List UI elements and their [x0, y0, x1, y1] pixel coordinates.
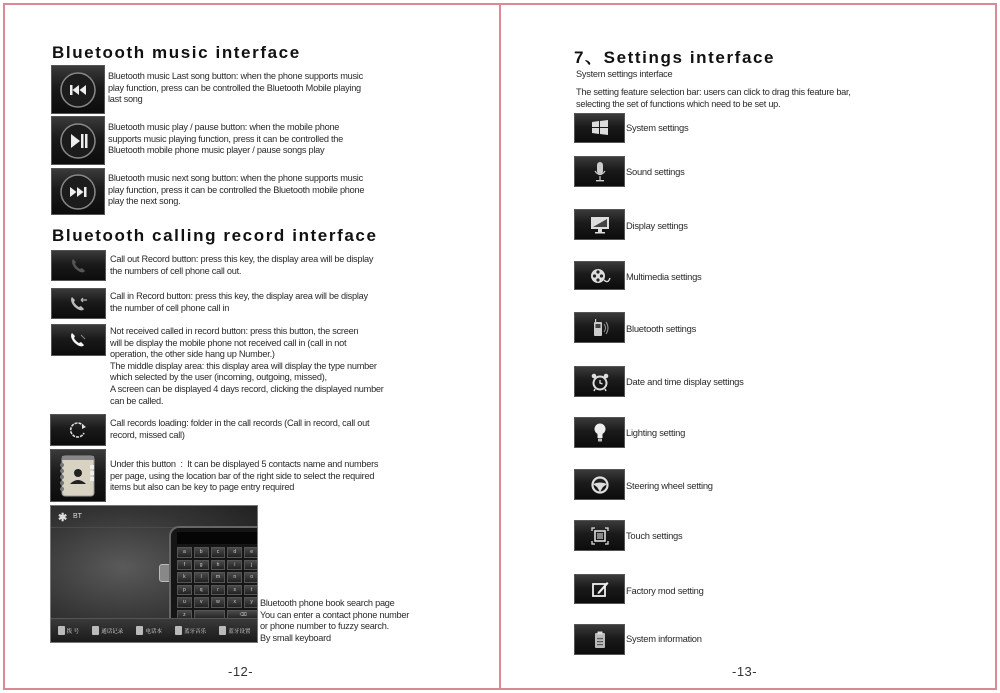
- touch-frame-icon: [574, 520, 625, 551]
- edit-icon: [574, 574, 625, 604]
- windows-icon: [574, 113, 625, 143]
- call-out-icon: [51, 250, 106, 281]
- key: n: [227, 572, 242, 583]
- key: w: [211, 597, 226, 608]
- phonebook-icon: [136, 626, 143, 635]
- key: p: [177, 585, 192, 596]
- previous-track-icon: [51, 65, 105, 114]
- phone-icon: [58, 626, 65, 635]
- bluetooth-phone-icon: [574, 312, 625, 343]
- keyboard-panel: [169, 526, 258, 622]
- missed-call-icon: [51, 324, 106, 356]
- call-desc-loading: Call records loading: folder in the call records (Call in record, call out record, missed call): [110, 418, 370, 440]
- music-section-title: Bluetooth music interface: [52, 43, 301, 62]
- setting-bluetooth: Bluetooth settings: [626, 323, 697, 334]
- key: r: [211, 585, 226, 596]
- bt-screen-label: BT: [73, 513, 82, 520]
- keyboard-grid: [177, 547, 258, 620]
- key: x: [227, 597, 242, 608]
- call-desc-in: Call in Record button: press this key, the display area will be display the number of cell phone call in: [110, 291, 368, 313]
- key: c: [211, 547, 226, 558]
- key: q: [194, 585, 209, 596]
- call-desc-contacts: Under this button : It can be displayed 5 contacts name and numbers per page, using the location bar of the right side to select the required items but also can be key to page entry required: [110, 459, 379, 493]
- nav-dial: 拨 号: [58, 626, 80, 635]
- settings-section-title: 7、Settings interface: [574, 48, 776, 67]
- key: h: [211, 560, 226, 571]
- phonebook-caption: Bluetooth phone book search page You can enter a contact phone number or phone number to fuzzy search. By small keyboard: [260, 598, 410, 643]
- key: y: [244, 597, 258, 608]
- music-note-icon: [175, 626, 182, 635]
- alarm-clock-icon: [574, 366, 625, 397]
- contacts-book-icon: [50, 449, 106, 502]
- call-log-icon: [92, 626, 99, 635]
- call-desc-missed: Not received called in record button: press this button, the screen will be display the mobile phone not received call in (call in not operation, the other side hang up Number.) The middle display area: this display area will display the type number which selected by the user (incoming, outgoing, missed), A screen can be displayed 4 days record, clicking the displayed number can be called.: [110, 326, 384, 406]
- page-number-right: -13-: [732, 664, 758, 679]
- setting-lighting: Lighting setting: [626, 427, 686, 438]
- next-track-icon: [51, 168, 105, 215]
- play-pause-icon: [51, 116, 105, 165]
- gear-icon: [219, 626, 226, 635]
- calling-section-title: Bluetooth calling record interface: [52, 226, 378, 245]
- setting-steering-wheel: Steering wheel setting: [626, 480, 713, 491]
- key: v: [194, 597, 209, 608]
- microphone-icon: [574, 156, 625, 187]
- setting-touch: Touch settings: [626, 530, 683, 541]
- setting-system: System settings: [626, 122, 689, 133]
- nav-call-records: 通话记录: [92, 626, 123, 635]
- call-desc-out: Call out Record button: press this key, the display area will be display the numbers of cell phone call out.: [110, 254, 374, 276]
- music-desc-previous: Bluetooth music Last song button: when the phone supports music play function, press can be controlled the Bluetooth Mobile playing last song: [108, 71, 363, 105]
- setting-system-info: System information: [626, 633, 702, 644]
- key: z: [177, 610, 192, 621]
- nav-bt-music: 蓝牙音乐: [175, 626, 206, 635]
- key: a: [177, 547, 192, 558]
- key: d: [227, 547, 242, 558]
- key: j: [244, 560, 258, 571]
- key: k: [177, 572, 192, 583]
- setting-display: Display settings: [626, 220, 688, 231]
- bluetooth-icon: ✱: [58, 512, 68, 524]
- keyboard-input-display: [177, 532, 257, 544]
- key: e: [244, 547, 258, 558]
- bluetooth-phonebook-screenshot: [50, 505, 258, 643]
- key: t: [244, 585, 258, 596]
- backspace-key: ⌫: [227, 610, 258, 621]
- refresh-icon: [50, 414, 106, 446]
- nav-bt-settings: 蓝牙设置: [219, 626, 250, 635]
- settings-subtitle: System settings interface: [576, 69, 673, 79]
- clipboard-icon: [574, 624, 625, 655]
- key: g: [194, 560, 209, 571]
- page-13: [500, 0, 1000, 693]
- light-bulb-icon: [574, 417, 625, 448]
- bt-screen-header: [51, 506, 257, 528]
- setting-factory-mode: Factory mod setting: [626, 585, 704, 596]
- key: f: [177, 560, 192, 571]
- key: m: [211, 572, 226, 583]
- key: s: [227, 585, 242, 596]
- bt-bottom-nav: [51, 618, 257, 642]
- key: i: [227, 560, 242, 571]
- setting-multimedia: Multimedia settings: [626, 271, 702, 282]
- call-in-icon: [51, 288, 106, 319]
- steering-wheel-icon: [574, 469, 625, 500]
- film-reel-icon: [574, 261, 625, 290]
- key: o: [244, 572, 258, 583]
- key: l: [194, 572, 209, 583]
- monitor-icon: [574, 209, 625, 240]
- setting-date-time: Date and time display settings: [626, 376, 744, 387]
- settings-intro: The setting feature selection bar: users can click to drag this feature bar, selecting the set of functions which need to be set up.: [576, 87, 851, 109]
- page-number-left: -12-: [228, 664, 254, 679]
- key: u: [177, 597, 192, 608]
- setting-sound: Sound settings: [626, 166, 685, 177]
- key: b: [194, 547, 209, 558]
- music-desc-next: Bluetooth music next song button: when the phone supports music play function, press it can be controlled the Bluetooth mobile phone play the next song.: [108, 173, 365, 207]
- music-desc-play-pause: Bluetooth music play / pause button: when the mobile phone supports music playing function, press it can be controlled the Bluetooth mobile phone music player / pause songs play: [108, 122, 343, 156]
- nav-phonebook: 电话本: [136, 626, 162, 635]
